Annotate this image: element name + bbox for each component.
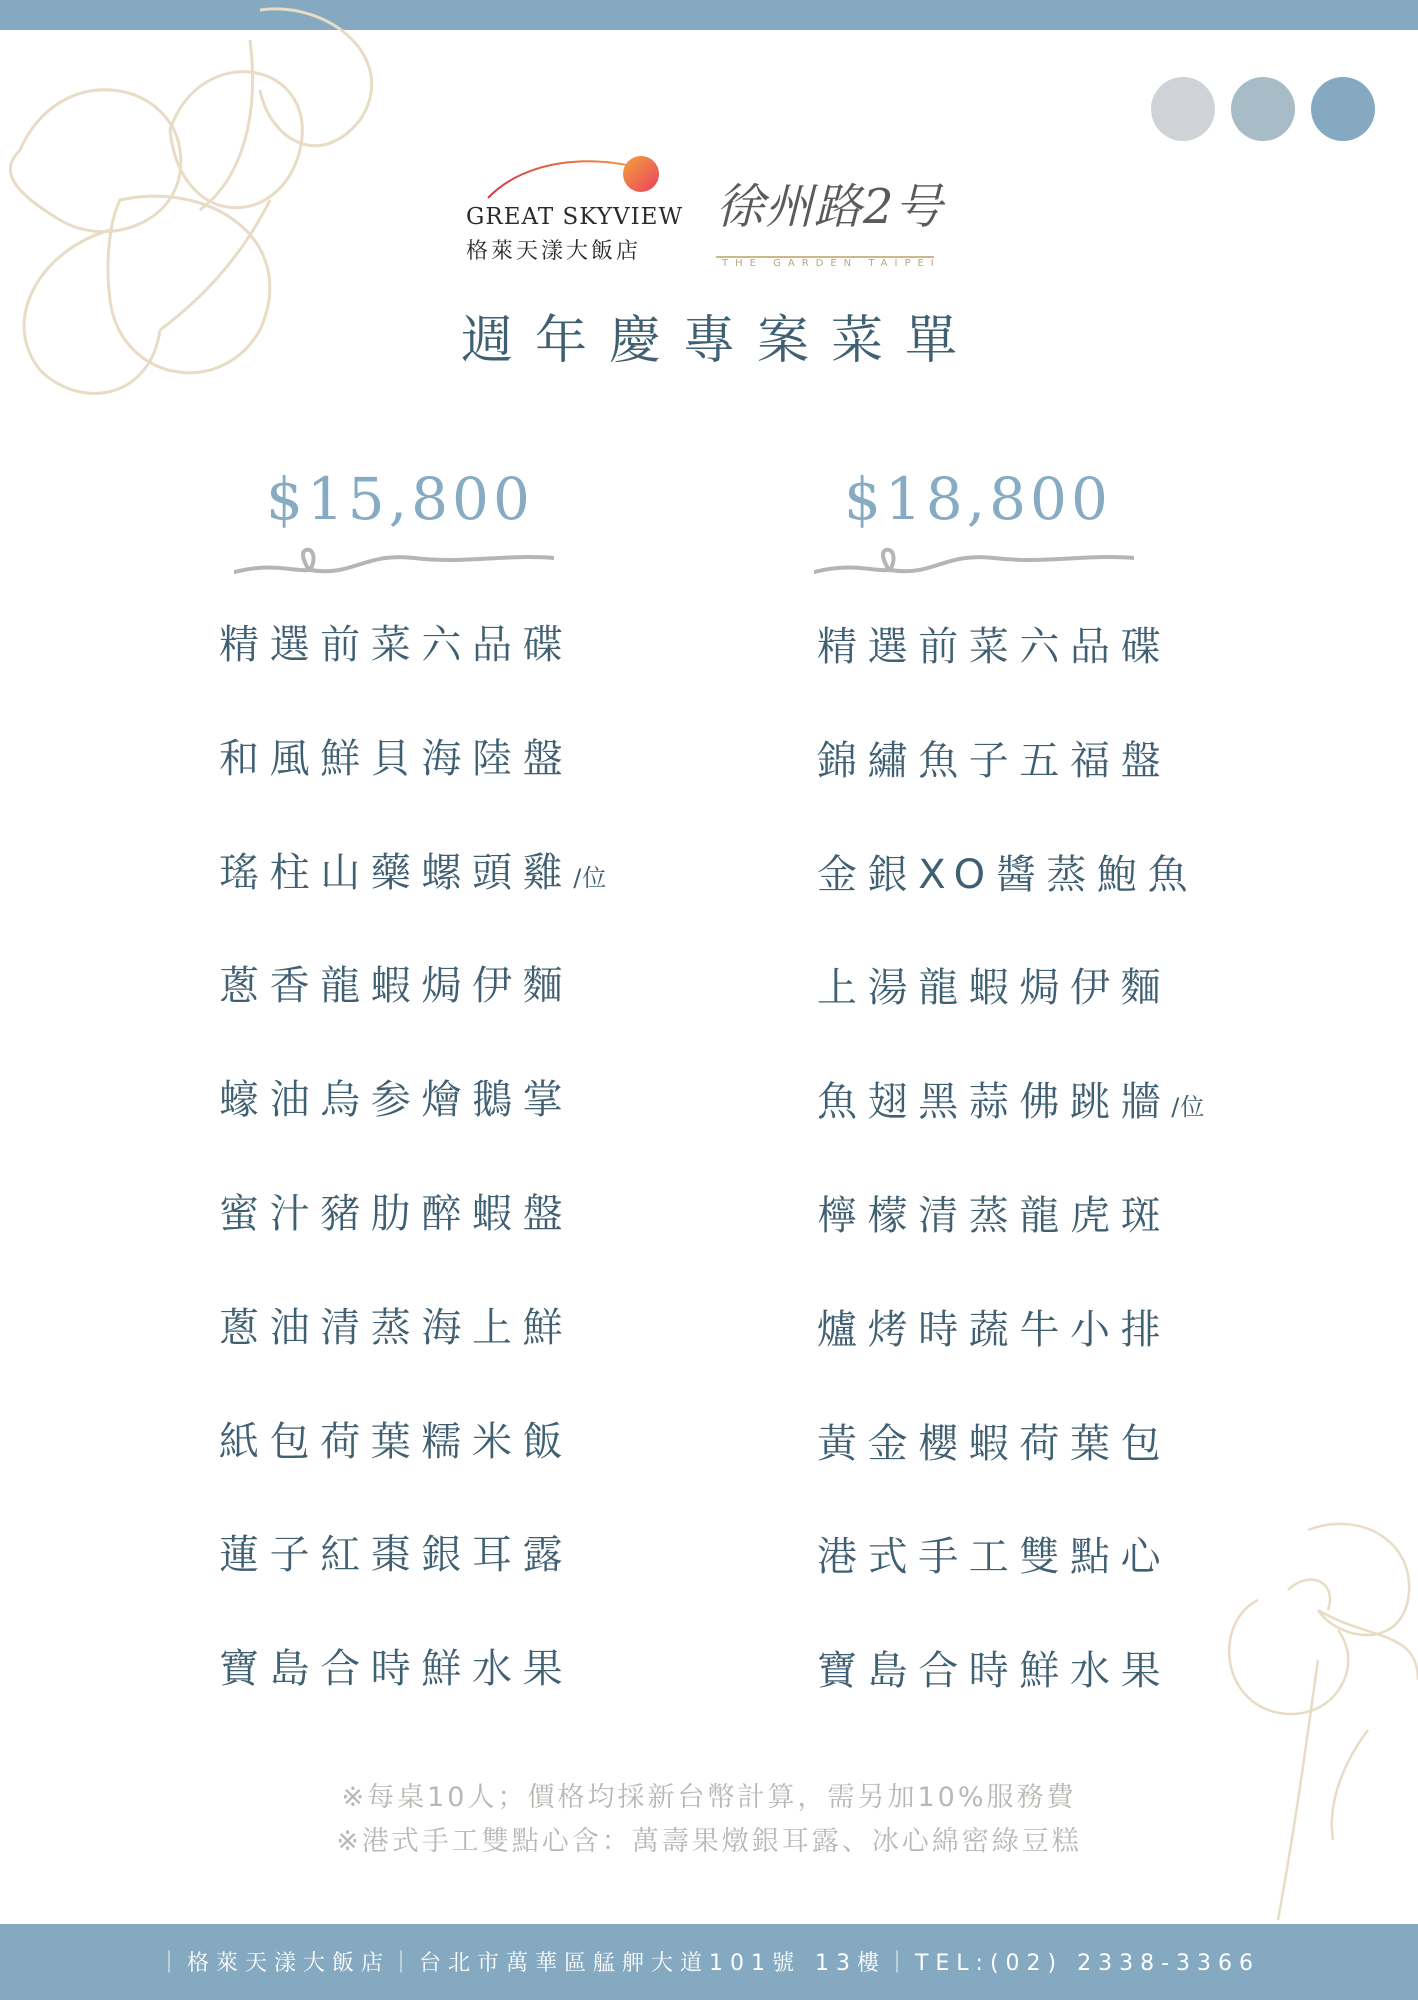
great-skyview-zh: 格萊天漾大飯店 — [466, 239, 642, 264]
dot-dark — [1311, 77, 1375, 141]
dish-name: 蜜汁豬肋醉蝦盤 — [219, 1190, 574, 1237]
great-skyview-en: GREAT SKYVIEW — [466, 204, 684, 230]
dish-item — [817, 965, 1205, 1082]
dish-item — [817, 737, 1205, 855]
dish-name: 瑤柱山藥螺頭雞 — [219, 849, 574, 896]
dish-item — [817, 1079, 1206, 1196]
dish-item — [817, 851, 1205, 969]
great-skyview-logo — [466, 150, 686, 265]
notes — [0, 1776, 1418, 1864]
menu-price: $15,800 — [266, 465, 534, 533]
dish-name: 港式手工雙點心 — [817, 1534, 1172, 1581]
dish-item — [219, 622, 607, 739]
dish-item — [817, 1648, 1205, 1765]
sunrise-icon — [486, 150, 686, 200]
dish-name: 黃金櫻蝦荷葉包 — [817, 1420, 1172, 1467]
dot-mid — [1231, 77, 1295, 141]
flower-decoration-icon — [1218, 1510, 1418, 1930]
dish-name: 精選前菜六品碟 — [219, 622, 574, 668]
dish-item — [219, 1646, 607, 1763]
menu-price: $18,800 — [844, 465, 1112, 533]
dish-name: 上湯龍蝦焗伊麵 — [817, 965, 1172, 1012]
dish-name: 紙包荷葉糯米飯 — [219, 1418, 574, 1465]
dish-suffix: /位 — [573, 863, 608, 892]
decorative-dots — [1151, 77, 1375, 141]
dish-item — [219, 849, 608, 967]
ribbon-divider-icon — [234, 542, 554, 582]
dish-name: 檸檬清蒸龍虎斑 — [817, 1192, 1172, 1239]
footer-bar — [0, 1924, 1418, 2000]
dish-item — [219, 735, 607, 853]
dish-name: 蔥香龍蝦焗伊麵 — [219, 963, 574, 1010]
dish-suffix: /位 — [1171, 1093, 1206, 1122]
footer-contact: ｜格萊天漾大飯店｜台北市萬華區艋舺大道101號 13樓｜TEL:(02) 2338-3366 — [157, 1951, 1261, 1976]
dish-item — [219, 1418, 607, 1536]
dish-name: 金銀XO醬蒸鮑魚 — [817, 851, 1199, 898]
dot-light — [1151, 77, 1215, 141]
dish-item — [219, 963, 607, 1080]
dish-item — [817, 624, 1205, 741]
dish-name: 錦繡魚子五福盤 — [817, 737, 1172, 784]
dish-name: 爐烤時蔬牛小排 — [817, 1306, 1172, 1353]
dish-name: 蔥油清蒸海上鮮 — [219, 1304, 574, 1351]
garden-taipei-logo — [712, 168, 944, 269]
dish-name: 蠔油烏参燴鵝掌 — [219, 1077, 574, 1124]
note-line: ※港式手工雙點心含：萬壽果燉銀耳露、冰心綿密綠豆糕 — [336, 1826, 1082, 1857]
dish-item — [219, 1190, 607, 1308]
dish-item — [817, 1306, 1205, 1424]
dish-item — [817, 1420, 1205, 1538]
dish-item — [219, 1532, 607, 1649]
dish-name: 精選前菜六品碟 — [817, 624, 1172, 670]
note-line: ※每桌10人；價格均採新台幣計算，需另加10%服務費 — [341, 1782, 1077, 1813]
dish-item — [817, 1192, 1205, 1310]
dish-name: 寶島合時鮮水果 — [817, 1648, 1172, 1695]
dish-list — [817, 624, 1206, 1765]
garden-zh: 徐州路2号 — [716, 179, 944, 235]
dish-item — [219, 1077, 607, 1194]
ribbon-divider-icon — [814, 542, 1134, 582]
dish-name: 魚翅黑蒜佛跳牆 — [817, 1079, 1172, 1126]
dish-name: 蓮子紅棗銀耳露 — [219, 1532, 574, 1579]
page-title: 週年慶專案菜單 — [460, 311, 979, 371]
dish-item — [817, 1534, 1205, 1651]
garden-en: THE GARDEN TAIPEI — [722, 258, 941, 269]
dish-name: 寶島合時鮮水果 — [219, 1646, 574, 1693]
dish-name: 和風鮮貝海陸盤 — [219, 735, 574, 782]
dish-item — [219, 1304, 607, 1422]
dish-list — [219, 622, 608, 1763]
